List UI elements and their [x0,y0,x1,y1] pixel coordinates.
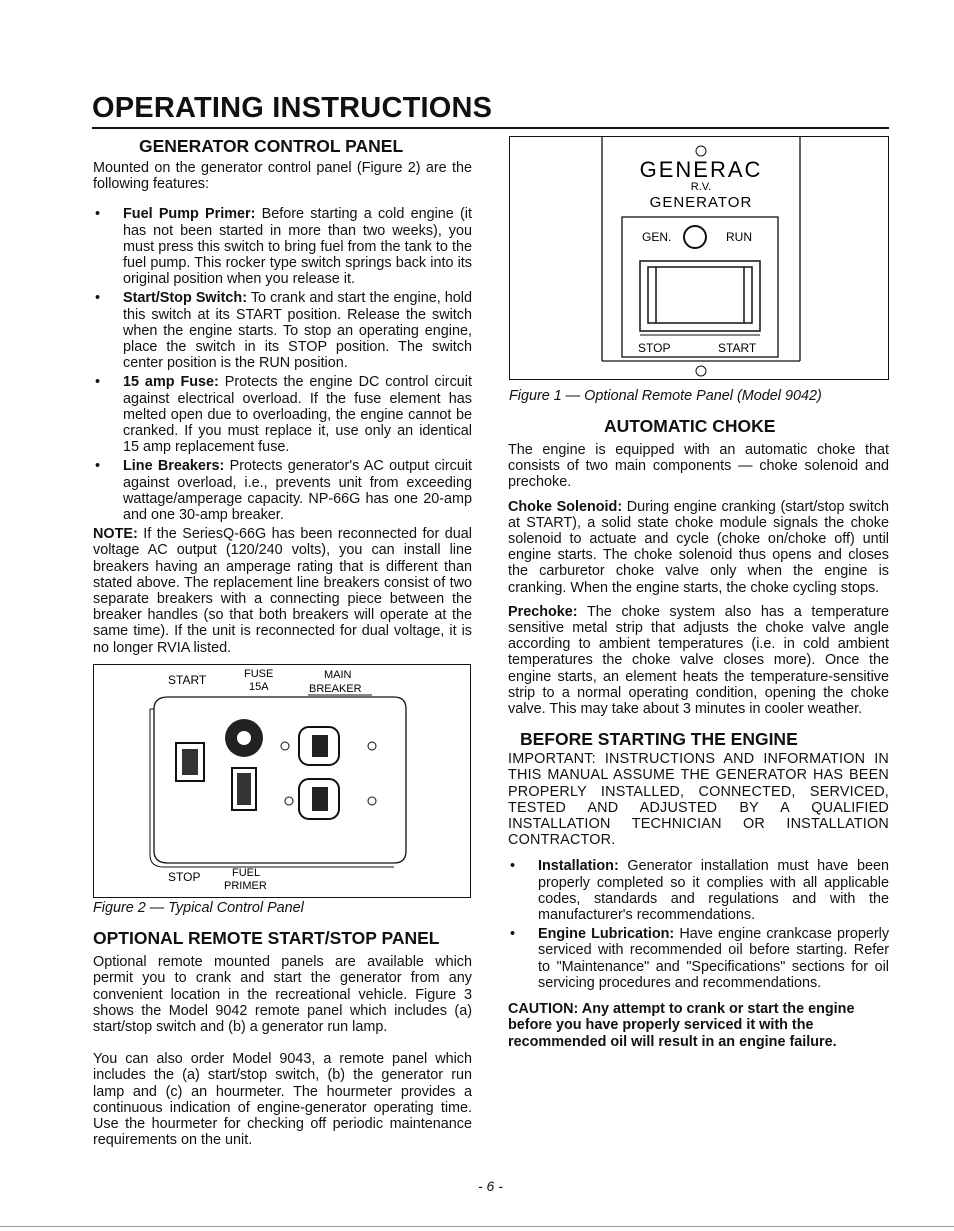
note-paragraph [93,526,472,656]
feature-fuse [93,374,472,455]
figure-1-remote-panel [509,136,889,380]
choke-solenoid-term: Choke Solenoid: [508,498,623,515]
breaker-upper-handle [312,735,328,757]
feature-text: Protects the engine DC control circuit against electrical overload. If the fuse element has melted open due to overloading, the engine cannot be cranked. If you must replace it, use only an identical 15 amp replacement fuse. [123,374,472,456]
fig1-sub2: GENERATOR [649,194,753,211]
automatic-choke-heading: AUTOMATIC CHOKE [604,416,776,436]
fig2-label-main: MAIN [324,668,352,681]
fig2-label-fuse-rating: 15A [249,680,269,693]
fig1-label-gen: GEN. [642,230,672,244]
control-panel-heading: GENERATOR CONTROL PANEL [139,136,404,156]
figure-2-caption: Figure 2 — Typical Control Panel [93,899,304,916]
rocker-switch-face [648,267,752,323]
panel-shadow [150,709,394,867]
control-panel-drawing [94,665,470,897]
feature-text: Protects generator's AC output circuit against overload, i.e., prevents unit from exceeding wattage/amperage capacity. NP-66G has one 20-amp and one 30-amp breaker. [123,458,473,524]
remote-panel-p1: Optional remote mounted panels are available which permit you to crank and start the generator from any convenient location in the recreational vehicle. Figure 3 shows the Model 9042 remote panel which includes (a) start/stop switch and (b) a generator run lamp. [93,954,472,1035]
item-installation [508,858,889,923]
fig2-label-primer: PRIMER [224,879,267,892]
item-text: Have engine crankcase properly serviced with recommended oil before starting. Refer to "Maintenance" and "Specifications" sections for oil servicing procedures and recommendations. [538,926,890,991]
fuel-primer-rocker [237,773,251,805]
page-title: OPERATING INSTRUCTIONS [92,92,493,124]
fig2-label-fuel: FUEL [232,866,261,879]
run-lamp [684,226,706,248]
before-starting-heading: BEFORE STARTING THE ENGINE [520,729,798,750]
fig1-label-stop: STOP [638,341,671,355]
screw-icon [696,366,706,376]
fig2-label-fuse: FUSE [244,667,274,680]
rocker-switch [640,261,760,331]
item-term: Installation: [538,858,619,875]
automatic-choke-intro: The engine is equipped with an automatic choke that consists of two main components — choke solenoid and prechoke. [508,442,889,491]
screw-icon [696,146,706,156]
note-text: If the SeriesQ-66G has been reconnected for dual voltage AC output (120/240 volts), you can install line breakers having an amperage rating that is different than stated above. The replacement line breakers consist of two separate breakers with a connecting piece between the breaker handles (so that both breakers will operate at the same time). If the unit is reconnected for dual voltage, it is no longer RVIA listed. [93,526,473,656]
remote-panel-p2: You can also order Model 9043, a remote panel which includes the (a) start/stop switch, (b) the generator run lamp and (c) an hourmeter. The hourmeter provides a continuous indication of engine-generator operating time. Use the hourmeter for checking off periodic maintenance requirements on the unit. [93,1051,472,1149]
remote-panel-heading: OPTIONAL REMOTE START/STOP PANEL [93,928,440,949]
footer-rule [0,1226,954,1227]
fig1-label-run: RUN [726,230,752,244]
caution-text: CAUTION: Any attempt to crank or start the engine before you have properly serviced it with the recommended oil will result in an engine failure. [508,1001,855,1050]
before-starting-list [508,858,889,991]
prechoke-paragraph [508,604,889,717]
control-panel-intro: Mounted on the generator control panel (Figure 2) are the following features: [93,160,472,193]
breaker-lower-handle [312,787,328,811]
feature-start-stop-switch [93,290,472,371]
fig1-sub1: R.V. [690,181,712,193]
item-term: Engine Lubrication: [538,926,675,943]
page-number: - 6 - [478,1178,503,1194]
screw-icon [281,742,289,750]
feature-term: Start/Stop Switch: [123,290,247,307]
feature-fuel-pump-primer [93,206,472,287]
note-label: NOTE: [93,526,138,543]
important-notice: IMPORTANT: INSTRUCTIONS AND INFORMATION IN THIS MANUAL ASSUME THE GENERATOR HAS BEEN PROPERLY INSTALLED, CONNECTED, SERVICED, TESTED AND ADJUSTED BY A QUALIFIED INSTALLATION TECHNICIAN OR INSTALLATION CONTRACTOR. [508,751,889,849]
feature-text: Before starting a cold engine (it has not been started in more than two weeks), you must press this switch to bring fuel from the tank to the fuel pump. This rocker type switch springs back into its original position when you release it. [123,206,473,288]
figure-2-control-panel [93,664,471,898]
item-text: Generator installation must have been properly completed so it complies with all applicable codes, standards and regulations and with the manufacturer's recommendations. [538,858,889,924]
feature-line-breakers [93,458,472,523]
feature-term: 15 amp Fuse: [123,374,219,391]
prechoke-text: The choke system also has a temperature sensitive metal strip that adjusts the choke valve angle according to ambient temperatures (i.e. in cold ambient temperatures the choke valve closes more). Once the engine starts, an element heats the temperature-sensitive strip to a normal operating condition, opening the choke valve. This may take about 3 minutes in cooler weather. [508,603,889,718]
title-rule [92,127,889,129]
fuse-cap [237,731,251,745]
remote-panel-drawing [510,137,888,379]
fig2-label-start: START [168,672,207,687]
prechoke-term: Prechoke: [508,603,578,620]
fig1-label-start: START [718,341,757,355]
right-column [508,416,889,1058]
screw-icon [285,797,293,805]
left-column [93,136,472,1156]
fig1-brand: GENERAC [639,157,763,182]
control-panel-features [93,206,472,523]
screw-icon [368,797,376,805]
feature-term: Line Breakers: [123,458,225,475]
fig2-label-breaker: BREAKER [309,682,362,695]
fig2-label-stop: STOP [168,869,201,884]
choke-solenoid-text: During engine cranking (start/stop switch at START), a solid state choke module signals the choke solenoid to actuate and cycle (choke on/choke off) until engine starts. The choke solenoid thus opens and closes the carburetor choke valve only when the engine is cranking. When the engine starts, the choke cycling stops. [508,498,890,596]
choke-solenoid-paragraph [508,499,889,596]
start-stop-rocker [182,749,198,775]
item-engine-lubrication [508,926,889,991]
screw-icon [368,742,376,750]
figure-1-caption: Figure 1 — Optional Remote Panel (Model 9042) [509,388,822,404]
feature-text: To crank and start the engine, hold this switch at its START position. Release the switch when the engine starts. To stop an operating engine, place the switch in its STOP position. The switch center position is the RUN position. [123,290,472,372]
feature-term: Fuel Pump Primer: [123,206,256,223]
